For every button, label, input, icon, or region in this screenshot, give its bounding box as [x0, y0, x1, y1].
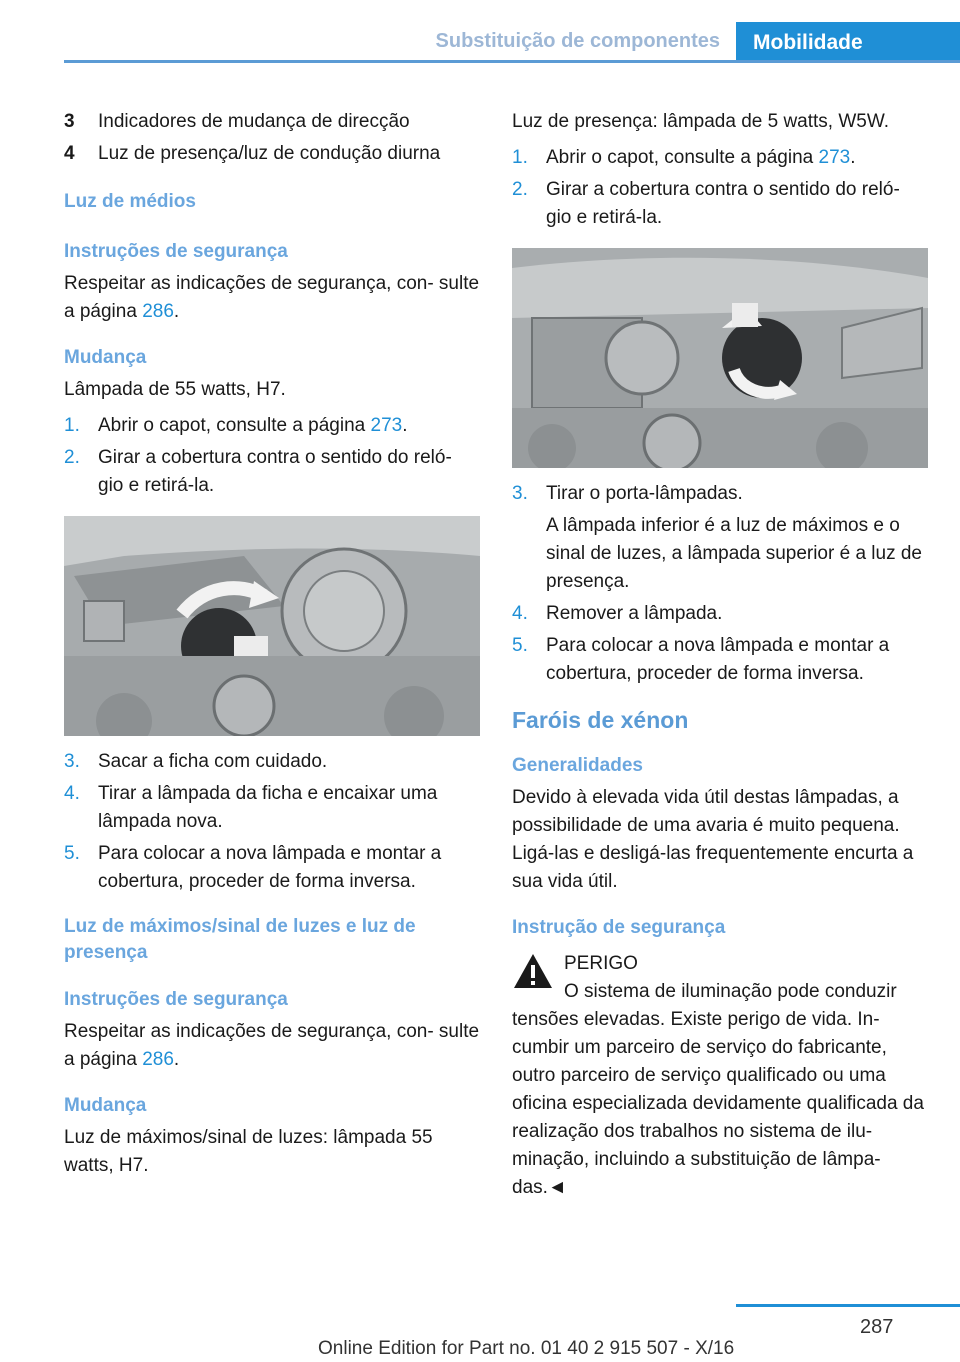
step-item [512, 632, 928, 688]
punctuation: . [173, 1049, 180, 1070]
change-text: Lâmpada de 55 watts, H7. [64, 379, 286, 400]
step-text [546, 144, 928, 172]
page-link[interactable]: 273 [370, 415, 403, 436]
footer-rule [736, 1304, 960, 1307]
step-text: Para colocar a nova lâmpada e montar a cobertura, proceder de forma inversa. [98, 843, 442, 892]
step-item [64, 840, 480, 896]
step-number: 3. [512, 483, 528, 504]
step-number: 4. [64, 783, 80, 804]
step-item [512, 144, 928, 172]
section-title: Substituição de componentes [435, 30, 720, 52]
chapter-tab: Mobilidade [736, 22, 960, 63]
step-text: Girar a cobertura contra o sentido do reló‐ gio e retirá-la. [546, 179, 900, 228]
safety-paragraph [64, 1018, 480, 1074]
heading-change: Mudança [64, 347, 147, 368]
page-link[interactable]: 286 [142, 301, 174, 322]
step-detail-text: A lâmpada inferior é a luz de máximos e o sinal de luzes, a lâmpada superior é a luz de presença. [546, 515, 923, 592]
step-item [512, 600, 928, 628]
safety-paragraph [64, 270, 480, 326]
step-item [64, 780, 480, 836]
legend-item [64, 108, 480, 136]
step-item [512, 480, 928, 508]
change-text: Luz de máximos/sinal de luzes: lâmpada 55 watts, H7. [64, 1127, 433, 1176]
legend-number: 3 [64, 111, 75, 132]
page-link[interactable]: 286 [142, 1049, 174, 1070]
page-number: 287 [860, 1316, 894, 1338]
step-number: 5. [512, 635, 528, 656]
step-text-part: Abrir o capot, consulte a página [98, 415, 371, 436]
heading-safety-instruction: Instrução de segurança [512, 917, 726, 938]
danger-warning [512, 950, 928, 1202]
step-text: Girar a cobertura contra o sentido do reló‐ gio e retirá-la. [98, 447, 452, 496]
step-text-part: Abrir o capot, consulte a página [546, 147, 819, 168]
page-header [0, 0, 960, 64]
step-text: Remover a lâmpada. [546, 603, 723, 624]
step-item [64, 748, 480, 776]
punctuation: . [850, 147, 856, 168]
legend-text: Indicadores de mudança de direcção [98, 111, 410, 132]
warning-triangle-icon [512, 952, 554, 990]
step-number: 2. [512, 179, 528, 200]
step-item [64, 444, 480, 500]
indent [512, 512, 546, 596]
headlight-photo-low-beam [64, 516, 480, 736]
safety-text: Respeitar as indicações de segurança, con‐ sulte a página [64, 1021, 480, 1070]
legend-number: 4 [64, 143, 75, 164]
step-number: 3. [64, 751, 80, 772]
legend-text: Luz de presença/luz de condução diurna [98, 143, 441, 164]
right-column [512, 108, 928, 1202]
page-link[interactable]: 273 [818, 147, 851, 168]
step-text: Para colocar a nova lâmpada e montar a cobertura, proceder de forma inversa. [546, 635, 890, 684]
step-text: Tirar o porta-lâmpadas. [546, 483, 743, 504]
legend-item [64, 140, 480, 168]
step-item [64, 412, 480, 440]
heading-general: Generalidades [512, 755, 643, 776]
step-number: 4. [512, 603, 528, 624]
heading-low-beam: Luz de médios [64, 191, 196, 212]
punctuation: . [402, 415, 408, 436]
general-paragraph: Devido à elevada vida útil destas lâmpadas, a possibilidade de uma avaria é muito pequena. Ligá-las e desligá-las frequentemente encurta a sua vida útil. [512, 787, 914, 892]
step-text: Tirar a lâmpada da ficha e encaixar uma lâmpada nova. [98, 783, 438, 832]
step-number: 5. [64, 843, 80, 864]
step-detail [512, 512, 928, 596]
step-number: 1. [64, 415, 80, 436]
edition-note: Online Edition for Part no. 01 40 2 915 507 - X/16 [318, 1338, 735, 1359]
headlight-photo-parking-light [512, 248, 928, 468]
left-column [64, 108, 480, 1180]
heading-high-beam: Luz de máximos/sinal de luzes e luz de presença [64, 916, 416, 963]
warning-text-first-line-wrap [512, 978, 928, 1202]
warning-title: PERIGO [564, 953, 638, 974]
warning-text: O sistema de iluminação pode conduzir tensões elevadas. Existe perigo de vida. In‐ cumbir um parceiro de serviço do fabricante, outro parceiro de serviço qualificado ou uma oficina especializada devidamente qualificada da realização dos trabalhos no sistema de ilu‐ minação, incluindo a substituição de lâmpa‐ das.◄ [512, 981, 924, 1198]
heading-safety: Instruções de segurança [64, 989, 288, 1010]
step-item [512, 176, 928, 232]
step-text: Sacar a ficha com cuidado. [98, 751, 328, 772]
safety-text: Respeitar as indicações de segurança, con‐ sulte a página [64, 273, 480, 322]
step-number: 2. [64, 447, 80, 468]
heading-safety: Instruções de segurança [64, 241, 288, 262]
intro-text: Luz de presença: lâmpada de 5 watts, W5W. [512, 111, 890, 132]
heading-xenon: Faróis de xénon [512, 707, 689, 733]
header-rule [64, 60, 960, 63]
punctuation: . [173, 301, 180, 322]
step-text [98, 412, 480, 440]
step-number: 1. [512, 147, 528, 168]
heading-change: Mudança [64, 1095, 147, 1116]
